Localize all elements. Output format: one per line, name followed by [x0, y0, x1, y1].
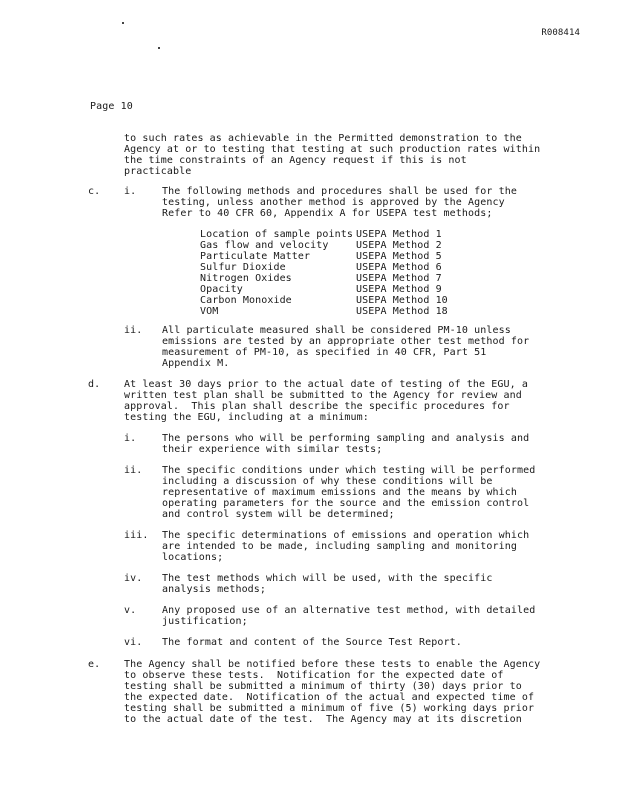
text-line: the expected date. Notification of the actual and expected time of [124, 692, 535, 703]
method-name: Nitrogen Oxides [200, 273, 292, 284]
method-name: Sulfur Dioxide [200, 262, 286, 273]
item-marker: iii. [124, 530, 149, 541]
text-line: measurement of PM-10, as specified in 40 CFR, Part 51 [162, 347, 487, 358]
method-ref: USEPA Method 9 [356, 284, 442, 295]
item-marker: ii. [124, 465, 143, 476]
item-marker: v. [124, 605, 137, 616]
text-line: The following methods and procedures shall be used for the [162, 186, 517, 197]
text-line: including a discussion of why these conditions will be [162, 476, 493, 487]
table-row [200, 251, 500, 262]
method-name: Location of sample points [200, 229, 354, 240]
method-ref: USEPA Method 6 [356, 262, 442, 273]
text-line: Agency at or to testing that testing at such production rates within [124, 144, 541, 155]
text-line: written test plan shall be submitted to the Agency for review and [124, 390, 522, 401]
text-line: The Agency shall be notified before these tests to enable the Agency [124, 659, 541, 670]
table-row [200, 262, 500, 273]
method-name: Particulate Matter [200, 251, 311, 262]
method-name: Gas flow and velocity [200, 240, 329, 251]
text-line: The persons who will be performing sampling and analysis and [162, 433, 530, 444]
text-line: are intended to be made, including sampling and monitoring [162, 541, 517, 552]
item-marker: i. [124, 186, 137, 197]
section-marker: c. [88, 186, 101, 197]
method-ref: USEPA Method 18 [356, 306, 448, 317]
text-line: operating parameters for the source and the emission control [162, 498, 530, 509]
text-line: their experience with similar tests; [162, 444, 383, 455]
method-ref: USEPA Method 7 [356, 273, 442, 284]
item-marker: ii. [124, 325, 143, 336]
text-line: representative of maximum emissions and the means by which [162, 487, 517, 498]
scan-speck [122, 22, 124, 24]
text-line: to such rates as achievable in the Permitted demonstration to the [124, 133, 522, 144]
text-line: At least 30 days prior to the actual date of testing of the EGU, a [124, 379, 528, 390]
table-row [200, 306, 500, 317]
table-row [200, 284, 500, 295]
method-name: Carbon Monoxide [200, 295, 292, 306]
method-name: VOM [200, 306, 219, 317]
test-methods-table [200, 229, 500, 317]
text-line: testing, unless another method is approved by the Agency [162, 197, 505, 208]
table-row [200, 240, 500, 251]
table-row [200, 273, 500, 284]
method-ref: USEPA Method 5 [356, 251, 442, 262]
text-line: testing the EGU, including at a minimum: [124, 412, 369, 423]
section-marker: e. [88, 659, 101, 670]
text-line: Refer to 40 CFR 60, Appendix A for USEPA test methods; [162, 208, 493, 219]
text-line: testing shall be submitted a minimum of five (5) working days prior [124, 703, 535, 714]
method-ref: USEPA Method 1 [356, 229, 442, 240]
text-line: analysis methods; [162, 584, 267, 595]
section-marker: d. [88, 379, 101, 390]
document-id: R008414 [541, 28, 580, 38]
text-line: justification; [162, 616, 248, 627]
method-ref: USEPA Method 10 [356, 295, 448, 306]
page-number: Page 10 [90, 101, 133, 112]
text-line: Appendix M. [162, 358, 230, 369]
item-marker: iv. [124, 573, 143, 584]
method-ref: USEPA Method 2 [356, 240, 442, 251]
text-line: All particulate measured shall be considered PM-10 unless [162, 325, 511, 336]
text-line: locations; [162, 552, 224, 563]
text-line: practicable [124, 166, 192, 177]
text-line: The format and content of the Source Test Report. [162, 637, 462, 648]
item-marker: i. [124, 433, 137, 444]
table-row [200, 229, 500, 240]
text-line: The test methods which will be used, with the specific [162, 573, 493, 584]
text-line: to observe these tests. Notification for the expected date of [124, 670, 504, 681]
scan-speck [158, 47, 160, 49]
method-name: Opacity [200, 284, 243, 295]
text-line: testing shall be submitted a minimum of thirty (30) days prior to [124, 681, 522, 692]
text-line: The specific conditions under which testing will be performed [162, 465, 536, 476]
text-line: to the actual date of the test. The Agency may at its discretion [124, 714, 522, 725]
text-line: Any proposed use of an alternative test method, with detailed [162, 605, 536, 616]
text-line: emissions are tested by an appropriate other test method for [162, 336, 530, 347]
item-marker: vi. [124, 637, 143, 648]
text-line: the time constraints of an Agency request if this is not [124, 155, 467, 166]
text-line: and control system will be determined; [162, 509, 395, 520]
text-line: approval. This plan shall describe the specific procedures for [124, 401, 510, 412]
text-line: The specific determinations of emissions and operation which [162, 530, 530, 541]
table-row [200, 295, 500, 306]
